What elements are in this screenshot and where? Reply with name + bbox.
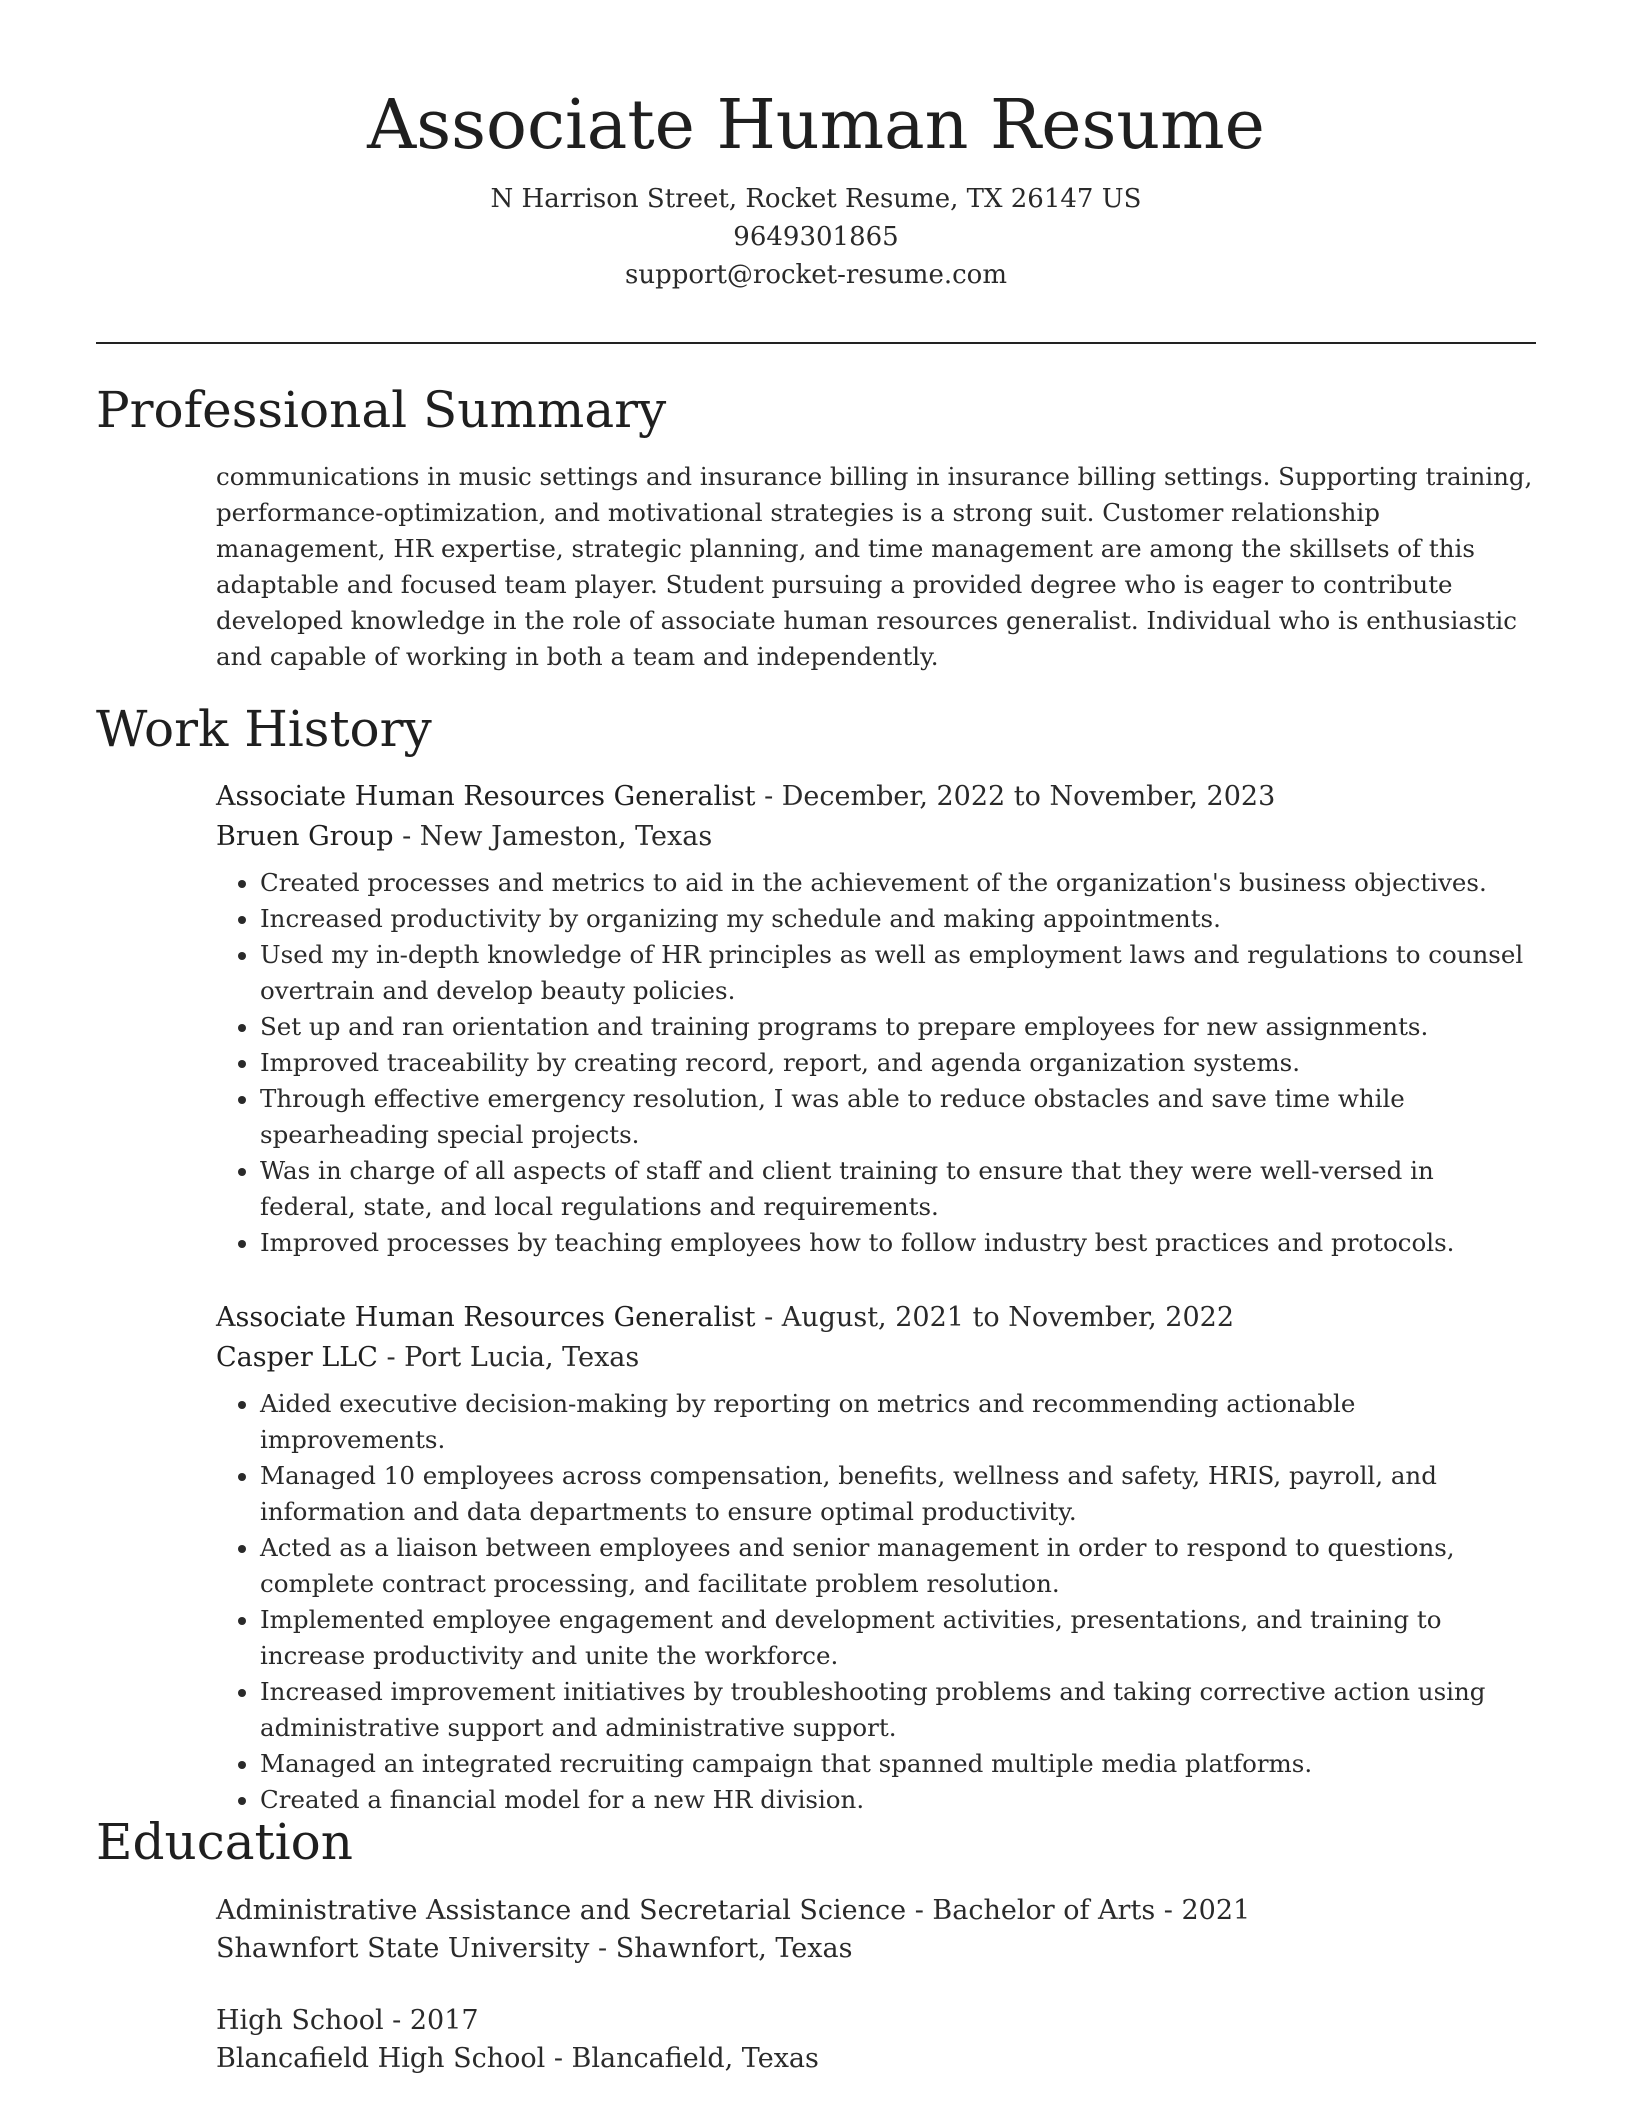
job-bullet: • Implemented employee engagement and development activities, presentations, and training to increase productivity and unite the workforce.: [260, 1602, 1536, 1674]
job-bullet: • Created a financial model for a new HR division.: [260, 1782, 1536, 1818]
job-bullet: • Improved traceability by creating record, report, and agenda organization systems.: [260, 1045, 1536, 1081]
job-bullet: • Increased improvement initiatives by troubleshooting problems and taking corrective action using administrative support and administrative support.: [260, 1674, 1536, 1746]
job-dates: - December, 2022 to November, 2023: [755, 781, 1276, 812]
job-role: Associate Human Resources Generalist: [216, 781, 756, 812]
summary-section: [216, 459, 1536, 675]
job-entry: [216, 1298, 1536, 1818]
summary-text: communications in music settings and insurance billing in insurance billing settings. Supporting training, performance-optimization, and motivational strategies is a strong suit. Customer relationship management, HR expertise, strategic planning, and time management are among the skillsets of this adaptable and focused team player. Student pursuing a provided degree who is eager to contribute developed knowledge in the role of associate human resources generalist. Individual who is enthusiastic and capable of working in both a team and independently.: [216, 462, 1533, 671]
job-bullet: • Aided executive decision-making by reporting on metrics and recommending actionable improvements.: [260, 1386, 1536, 1458]
job-entry: [216, 777, 1536, 1261]
education-degree: High School - 2017: [216, 2005, 479, 2036]
resume-name: Associate Human Resume: [367, 86, 1265, 165]
job-bullet: • Through effective emergency resolution, I was able to reduce obstacles and save time while spearheading special projects.: [260, 1081, 1536, 1153]
job-company-line: [216, 817, 1536, 857]
work-history-heading: Work History: [96, 700, 432, 758]
job-role: Associate Human Resources Generalist: [216, 1302, 756, 1333]
job-bullet: • Managed an integrated recruiting campaign that spanned multiple media platforms.: [260, 1746, 1536, 1782]
contact-block: [0, 180, 1632, 294]
job-bullets: [216, 865, 1536, 1261]
education-degree: Administrative Assistance and Secretarial Science - Bachelor of Arts - 2021: [216, 1895, 1251, 1926]
education-heading: Education: [96, 1813, 353, 1871]
email-text: support@rocket-resume.com: [624, 260, 1007, 290]
summary-heading: Professional Summary: [96, 381, 667, 439]
job-bullet: • Created processes and metrics to aid in the achievement of the organization's business objectives.: [260, 865, 1536, 901]
education-entry: [216, 2002, 1536, 2078]
education-school: Shawnfort State University - Shawnfort, Texas: [216, 1933, 853, 1964]
job-title-line: [216, 777, 1536, 817]
address-text: N Harrison Street, Rocket Resume, TX 26147 US: [490, 184, 1142, 214]
job-bullet: • Managed 10 employees across compensation, benefits, wellness and safety, HRIS, payroll, and information and data departments to ensure optimal productivity.: [260, 1458, 1536, 1530]
job-bullet: • Used my in-depth knowledge of HR principles as well as employment laws and regulations to counsel overtrain and develop beauty policies.: [260, 937, 1536, 1009]
header-divider: [96, 342, 1536, 344]
job-bullet: • Was in charge of all aspects of staff and client training to ensure that they were well-versed in federal, state, and local regulations and requirements.: [260, 1153, 1536, 1225]
job-bullet: • Set up and ran orientation and training programs to prepare employees for new assignments.: [260, 1009, 1536, 1045]
resume-header: [0, 0, 1632, 294]
job-title-line: [216, 1298, 1536, 1338]
job-bullet: • Acted as a liaison between employees and senior management in order to respond to questions, complete contract processing, and facilitate problem resolution.: [260, 1530, 1536, 1602]
job-location: - New Jameston, Texas: [393, 821, 713, 852]
education-school: Blancafield High School - Blancafield, Texas: [216, 2043, 819, 2074]
education-section: [216, 1892, 1536, 2078]
job-bullet: • Improved processes by teaching employees how to follow industry best practices and protocols.: [260, 1225, 1536, 1261]
job-company: Bruen Group: [216, 821, 394, 852]
job-bullet: • Increased productivity by organizing my schedule and making appointments.: [260, 901, 1536, 937]
job-company-line: [216, 1338, 1536, 1378]
job-location: - Port Lucia, Texas: [377, 1342, 640, 1373]
education-entry: [216, 1892, 1536, 1968]
job-company: Casper LLC: [216, 1342, 378, 1373]
job-dates: - August, 2021 to November, 2022: [755, 1302, 1234, 1333]
phone-text: 9649301865: [733, 222, 899, 252]
job-bullets: [216, 1386, 1536, 1818]
